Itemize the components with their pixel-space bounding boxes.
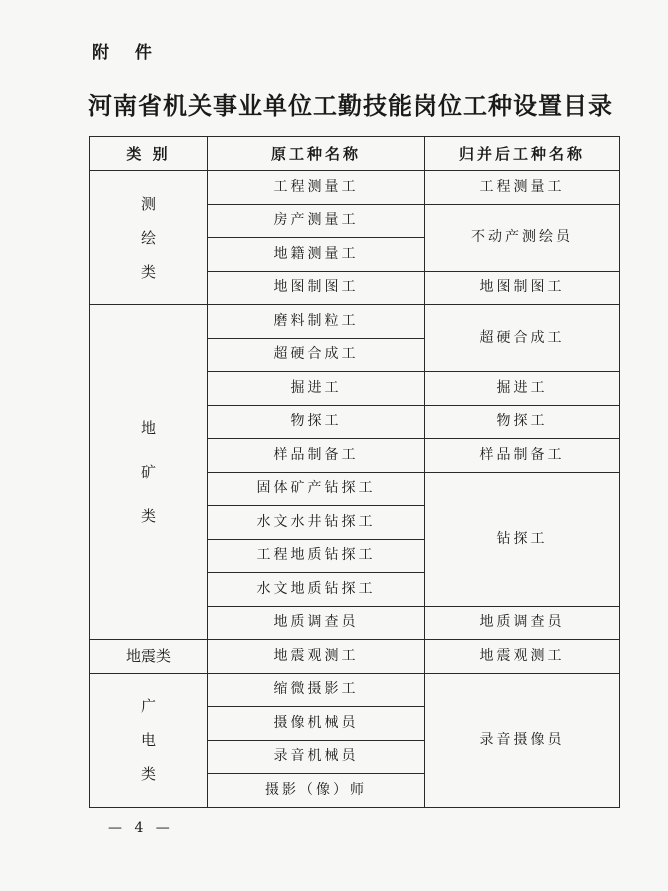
original-cell: 水文水井钻探工 (208, 506, 425, 540)
merged-cell: 不动产测绘员 (425, 204, 620, 271)
table-row (90, 305, 620, 339)
original-cell: 地震观测工 (208, 640, 425, 674)
original-cell: 磨料制粒工 (208, 305, 425, 339)
table-row (90, 673, 620, 707)
merged-cell: 钻探工 (425, 472, 620, 606)
category-broadcast: 广 电 类 (90, 673, 208, 807)
original-cell: 物探工 (208, 405, 425, 439)
original-cell: 掘进工 (208, 372, 425, 406)
merged-cell: 地质调查员 (425, 606, 620, 640)
merged-cell: 工程测量工 (425, 171, 620, 205)
original-cell: 水文地质钻探工 (208, 573, 425, 607)
merged-cell: 地震观测工 (425, 640, 620, 674)
original-cell: 样品制备工 (208, 439, 425, 473)
merged-cell: 样品制备工 (425, 439, 620, 473)
header-merged: 归并后工种名称 (425, 137, 620, 171)
original-cell: 录音机械员 (208, 740, 425, 774)
job-category-table (89, 136, 620, 808)
original-cell: 地籍测量工 (208, 238, 425, 272)
original-cell: 工程地质钻探工 (208, 539, 425, 573)
original-cell: 固体矿产钻探工 (208, 472, 425, 506)
table-header-row (90, 137, 620, 171)
original-cell: 超硬合成工 (208, 338, 425, 372)
category-geology: 地 矿 类 (90, 305, 208, 640)
merged-cell: 超硬合成工 (425, 305, 620, 372)
merged-cell: 录音摄像员 (425, 673, 620, 807)
category-survey: 测 绘 类 (90, 171, 208, 305)
table-row (90, 171, 620, 205)
merged-cell: 地图制图工 (425, 271, 620, 305)
category-seismic: 地震类 (90, 640, 208, 674)
header-original: 原工种名称 (208, 137, 425, 171)
original-cell: 地图制图工 (208, 271, 425, 305)
merged-cell: 物探工 (425, 405, 620, 439)
table-row (90, 640, 620, 674)
page-title: 河南省机关事业单位工勤技能岗位工种设置目录 (88, 92, 613, 120)
original-cell: 工程测量工 (208, 171, 425, 205)
page-number: — 4 — (108, 820, 174, 836)
original-cell: 房产测量工 (208, 204, 425, 238)
merged-cell: 掘进工 (425, 372, 620, 406)
attachment-label: 附 件 (92, 43, 162, 63)
original-cell: 地质调查员 (208, 606, 425, 640)
header-category: 类 别 (90, 137, 208, 171)
original-cell: 摄像机械员 (208, 707, 425, 741)
original-cell: 摄影（像）师 (208, 774, 425, 808)
original-cell: 缩微摄影工 (208, 673, 425, 707)
